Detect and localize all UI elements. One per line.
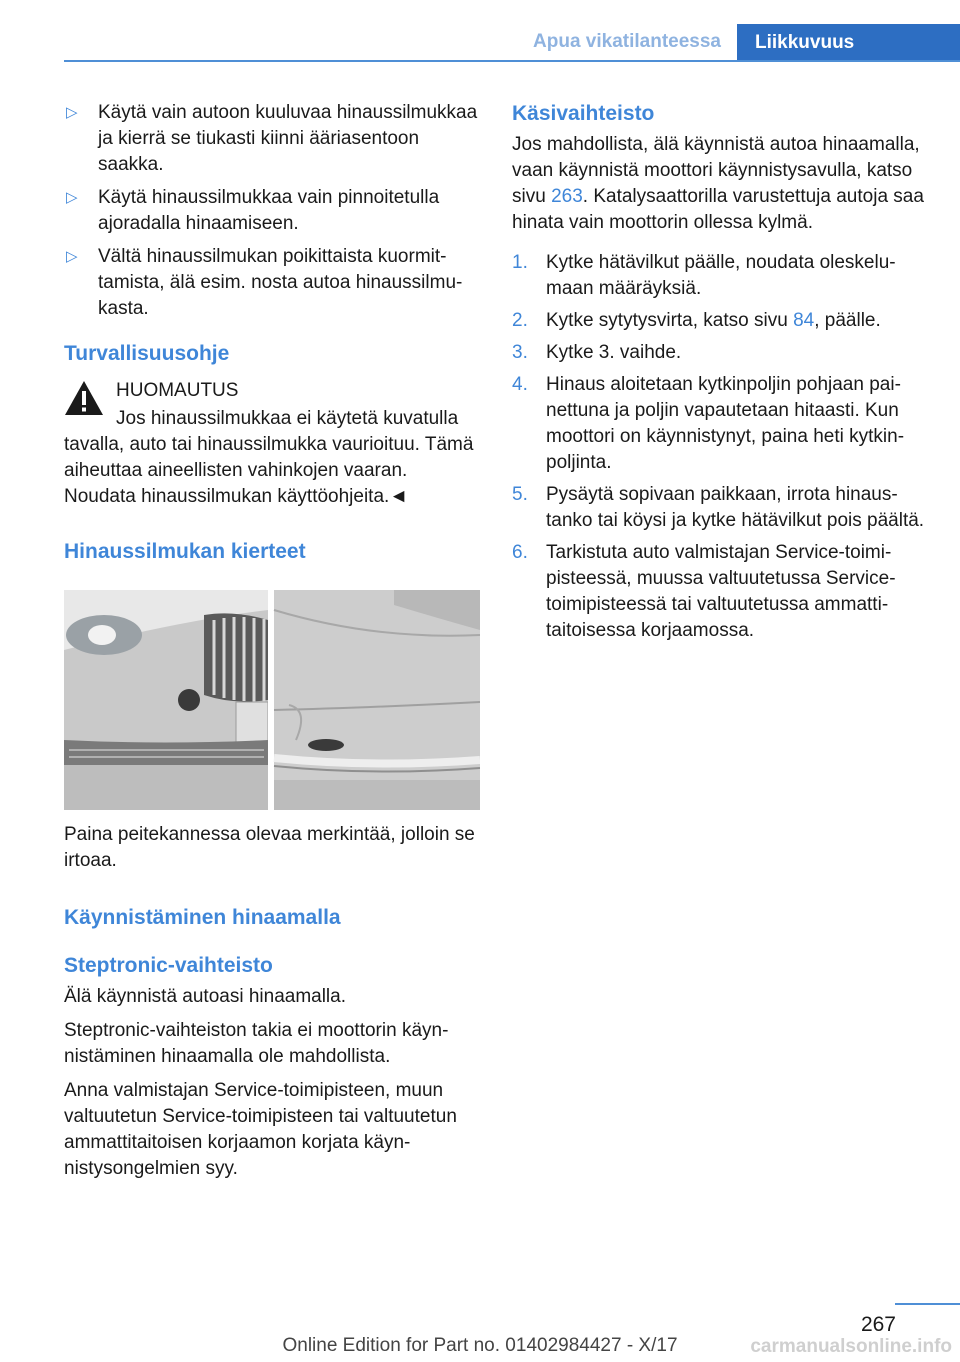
- caution-bullet-list: [64, 100, 480, 322]
- manual-intro: Jos mahdollista, älä käynnistä autoa hinaamalla, vaan käynnistä moottori käynnistysavulla, katso sivu 263. Katalysaattorilla varustettuja autoja saa hinata vain moottorin ollessa kylmä.: [512, 134, 924, 233]
- page-header: [0, 0, 960, 63]
- list-item: 2. Kytke sytytysvirta, katso sivu 84, päälle.: [512, 308, 928, 334]
- triangle-bullet-icon: ▷: [66, 104, 78, 121]
- header-rule: [64, 60, 960, 62]
- list-item: 4. Hinaus aloitetaan kytkinpoljin pohjaan painettuna ja poljin vapautetaan hitaasti. Kun moottori on käynnistynyt, paina heti kytkinpoljinta.: [512, 374, 905, 473]
- triangle-bullet-icon: ▷: [66, 248, 78, 265]
- watermark: carmanualsonline.info: [750, 1336, 952, 1357]
- step-number: 2.: [512, 310, 528, 331]
- step-number: 3.: [512, 342, 528, 363]
- photo-caption: Paina peitekannessa olevaa merkintää, jolloin se irtoaa.: [64, 824, 475, 871]
- warning-notice: [64, 378, 480, 404]
- triangle-bullet-icon: ▷: [66, 189, 78, 206]
- warning-text: Jos hinaussilmukkaa ei käytetä kuvatulla tavalla, auto tai hinaussilmukka vaurioituu. Tämä aiheuttaa aineellisten vahinkojen vaaran. Noudata hinaussilmukan käyttöohjeita.◄: [64, 408, 474, 507]
- page-link-84[interactable]: 84: [793, 310, 815, 331]
- list-item: 5. Pysäytä sopivaan paikkaan, irrota hinaustanko tai köysi ja kytke hätävilkut pois päältä.: [512, 484, 925, 531]
- bumper-illustration: [64, 590, 480, 810]
- warning-label: HUOMAUTUS: [116, 380, 239, 401]
- page-number: 267: [860, 1313, 896, 1336]
- safety-heading: Turvallisuusohje: [64, 342, 230, 365]
- list-item: ▷ Käytä vain autoon kuuluvaa hinaussilmukkaa ja kierrä se tiukasti kiinni ääriasentoon saakka.: [66, 102, 478, 175]
- step-number: 1.: [512, 252, 528, 273]
- thread-heading: Hinaussilmukan kierteet: [64, 540, 306, 563]
- footer-edition: Online Edition for Part no. 01402984427 - X/17: [282, 1335, 678, 1356]
- list-item: ▷ Vältä hinaussilmukan poikittaista kuormittamista, älä esim. nosta autoa hinaussilmukasta.: [66, 246, 463, 319]
- step-number: 5.: [512, 484, 528, 505]
- steps-list: [512, 250, 928, 644]
- list-item: ▷ Käytä hinaussilmukkaa vain pinnoitetulla ajoradalla hinaamiseen.: [66, 187, 440, 234]
- bumper-photo: [64, 590, 480, 810]
- footer-rule: [895, 1303, 960, 1305]
- list-item: 3. Kytke 3. vaihde.: [512, 340, 928, 366]
- steptronic-paragraph-2: Steptronic-vaihteiston takia ei moottorin käynnistäminen hinaamalla ole mahdollista.: [64, 1020, 449, 1067]
- page-link-263[interactable]: 263: [551, 186, 583, 207]
- right-column: [512, 100, 928, 650]
- warning-triangle-icon: [64, 380, 104, 416]
- steptronic-paragraph-1: Älä käynnistä autoasi hinaamalla.: [64, 986, 347, 1007]
- manual-heading: Käsivaihteisto: [512, 102, 655, 125]
- list-item: 1. Kytke hätävilkut päälle, noudata oleskelumaan määräyksiä.: [512, 252, 896, 299]
- steptronic-heading: Steptronic-vaihteisto: [64, 954, 273, 977]
- left-column: [64, 100, 480, 1190]
- header-section-title[interactable]: Apua vikatilanteessa: [533, 31, 721, 52]
- start-heading: Käynnistäminen hinaamalla: [64, 906, 341, 929]
- steptronic-paragraph-3: Anna valmistajan Service-toimipisteen, muun valtuutetun Service-toimipisteen tai valtuutetun ammattitaitoisen korjaamon korjata käynnistysongelmien syy.: [64, 1080, 457, 1179]
- list-item: 6. Tarkistuta auto valmistajan Service-toimipisteessä, muussa valtuutetussa Service-toimipisteessä tai valtuutetussa ammattitaitoisessa korjaamossa.: [512, 542, 896, 641]
- header-chapter-tab[interactable]: Liikkuvuus: [737, 24, 960, 62]
- step-number: 6.: [512, 542, 528, 563]
- step-number: 4.: [512, 374, 528, 395]
